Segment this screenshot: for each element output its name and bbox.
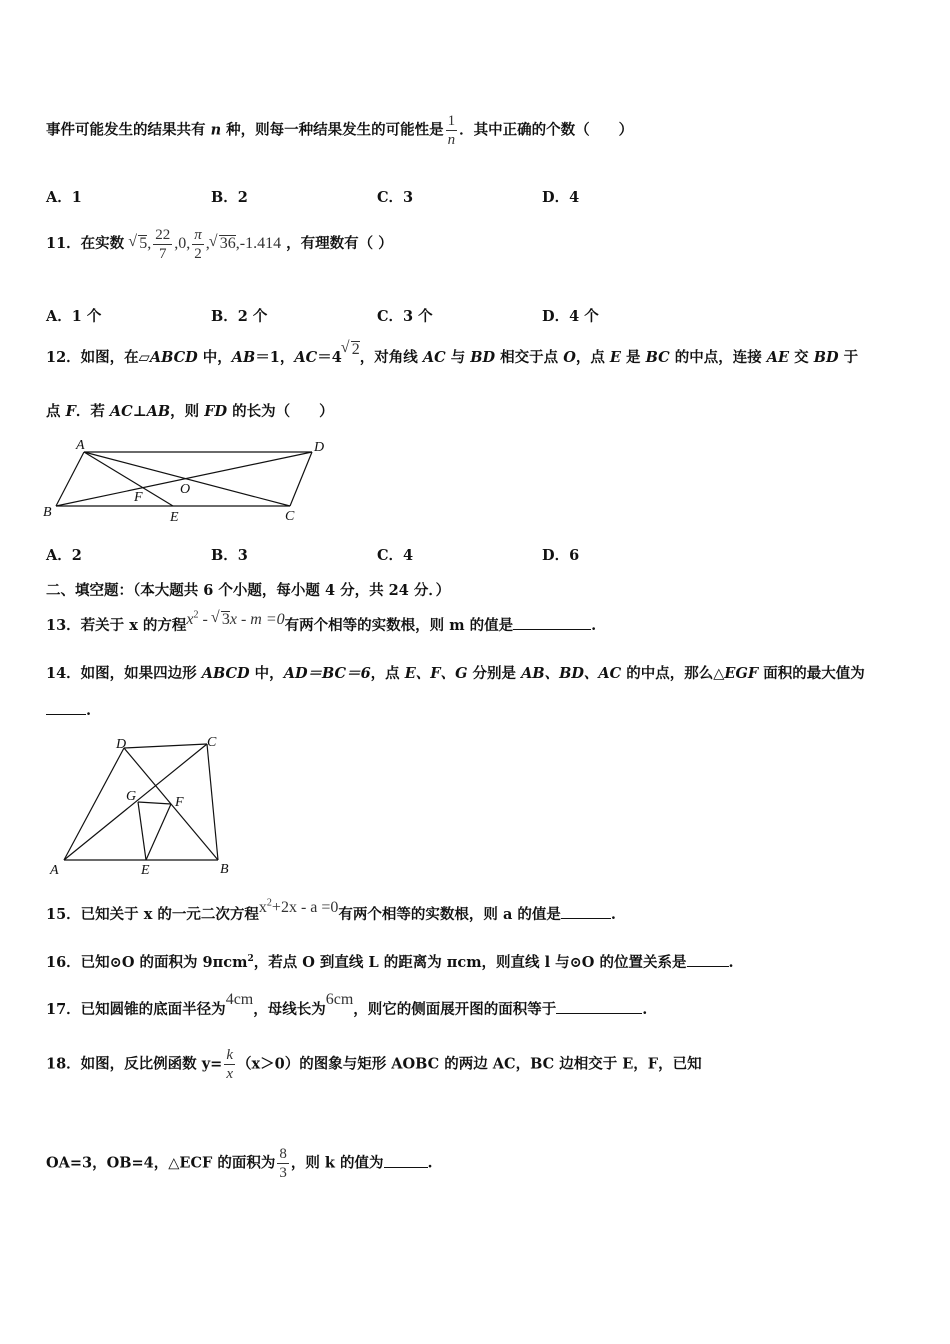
q11-tail: ,-1.414 (235, 235, 282, 253)
q14-t5: 的中点，那么△ (621, 665, 725, 682)
q12-ab-val: ＝1， (255, 349, 295, 366)
q18-text-b: （x＞0）的图象与矩形 AOBC 的两边 AC，BC 边相交于 E，F，已知 (236, 1055, 702, 1073)
q12-t2: 中， (197, 349, 232, 366)
q11-sqrt36: √ 36 (219, 235, 236, 252)
q16-text-b: ，若点 O 到直线 L 的距离为 πcm，则直线 l 与⊙O 的位置关系是 (253, 954, 687, 971)
q12-option-c[interactable]: C．4 (377, 547, 414, 564)
section-2-heading: 二、填空题：（本大题共 6 个小题，每小题 4 分，共 24 分．） (46, 582, 451, 599)
q15-text-b: 有两个相等的实数根，则 a 的值是 (338, 906, 561, 923)
q14-label-a: A (50, 863, 59, 878)
q12-bd2: BD (813, 349, 839, 366)
q13-end: . (591, 617, 597, 634)
q14-t4: 分别是 (467, 665, 522, 682)
q10-continuation (46, 112, 633, 149)
q12-line2 (46, 400, 334, 421)
q12-fd: FD (204, 403, 228, 420)
q12-cond: AC⊥AB (109, 403, 171, 420)
q18-text-d: ，则 k 的值为 (290, 1154, 384, 1172)
q14-t2: 中， (249, 665, 284, 682)
q13-answer-blank[interactable] (513, 617, 591, 630)
q12-label-a: A (76, 438, 85, 453)
q14-seg-fe (146, 804, 171, 860)
q16-sup: 2 (247, 954, 254, 965)
q14-end: . (86, 702, 92, 719)
q12-option-a[interactable]: A．2 (46, 547, 82, 564)
q11-question (46, 226, 393, 263)
q14-t6: 面积的最大值为 (758, 665, 865, 682)
q12-parallelogram-figure (40, 436, 340, 526)
q11-frac2-den: 2 (192, 244, 204, 263)
q12-t11: 点 (46, 403, 66, 420)
q12-f: F (65, 403, 76, 420)
q14-label-e: E (141, 863, 150, 878)
q10-text-c: ．其中正确的个数（ ） (459, 121, 634, 139)
q15-rest: +2x - a =0 (271, 899, 339, 916)
q14-abcd: ABCD (201, 665, 250, 682)
q12-t13: ，则 (170, 403, 205, 420)
q14-label-f: F (175, 795, 184, 810)
q12-edge-dc (290, 452, 312, 506)
q14-label-b: B (220, 862, 229, 877)
q18-k: k (226, 1047, 233, 1063)
q13-text-a: 13．若关于 x 的方程 (46, 617, 187, 634)
q11-frac1-num: 22 (155, 227, 171, 243)
q11-zero: ,0, (174, 235, 191, 253)
q12-t8: 的中点，连接 (669, 349, 767, 366)
q17-end: . (642, 1001, 648, 1018)
q12-label-c: C (285, 509, 295, 524)
q12-e: E (609, 349, 621, 366)
q12-t3: ，对角线 (359, 349, 423, 366)
q10-text-a: 事件可能发生的结果共有 (46, 121, 211, 139)
q10-n: n (210, 121, 222, 139)
q18-text-c: OA=3，OB=4，△ECF 的面积为 (46, 1154, 276, 1172)
q14-edge-dc (124, 744, 207, 748)
q15-x: x (258, 899, 267, 916)
q15-text-a: 15．已知关于 x 的一元二次方程 (46, 906, 259, 923)
q14-answer-blank[interactable] (46, 702, 86, 715)
q11-frac-pi-2 (192, 226, 204, 263)
q14-line2 (46, 702, 91, 719)
q14-t1: 14．如图，如果四边形 (46, 665, 202, 682)
q11-option-c[interactable]: C．3 个 (377, 308, 433, 325)
q12-bc: BC (645, 349, 670, 366)
q12-line1 (46, 341, 859, 367)
q17-slant: 6cm (325, 991, 354, 1008)
q12-t14: 的长为（ ） (227, 403, 334, 420)
q12-option-b[interactable]: B．3 (211, 547, 248, 564)
q10-option-a[interactable]: A．1 (46, 189, 82, 206)
q14-label-d: D (116, 737, 127, 752)
q12-diag-ac (84, 452, 290, 506)
q12-t5: 相交于点 (495, 349, 564, 366)
q16-end: . (728, 954, 734, 971)
q15-end: . (610, 906, 616, 923)
q17-text-b: ，母线长为 (253, 1001, 326, 1018)
q13-equation (186, 611, 284, 628)
q10-option-d[interactable]: D．4 (542, 189, 580, 206)
q13-x: x (186, 611, 194, 628)
q11-option-b[interactable]: B．2 个 (211, 308, 268, 325)
q10-fraction (446, 112, 458, 149)
q14-edge-cb (207, 744, 218, 860)
q10-text-b: 种，则每一种结果发生的可能性是 (221, 121, 444, 139)
q18-x: x (226, 1066, 233, 1082)
q18-frac-den: 3 (279, 1165, 287, 1181)
q10-option-c[interactable]: C．3 (377, 189, 414, 206)
q11-option-d[interactable]: D．4 个 (542, 308, 599, 325)
q11-frac-22-7 (153, 226, 172, 263)
q14-mids: AB、BD、AC (521, 665, 622, 682)
q12-option-d[interactable]: D．6 (542, 547, 580, 564)
q12-t12: ．若 (75, 403, 110, 420)
q18-frac-num: 8 (279, 1146, 287, 1162)
q12-bd: BD (470, 349, 496, 366)
q14-efg: E、F、G (404, 665, 468, 682)
q15-equation (259, 899, 338, 916)
q11-text-b: ，有理数有（ ） (286, 235, 393, 253)
q12-seg-ae (84, 452, 173, 506)
q14-edge-ad (64, 748, 124, 860)
q12-edge-ab (56, 452, 84, 506)
q11-frac2-num: π (194, 227, 202, 243)
q11-frac1-den: 7 (153, 244, 172, 263)
q14-quadrilateral-figure (44, 730, 244, 880)
q12-label-f: F (134, 490, 143, 505)
q12-t7: 是 (620, 349, 646, 366)
q18-fraction-k-x (224, 1046, 235, 1083)
q12-t9: 交 (789, 349, 814, 366)
q14-label-c: C (207, 735, 217, 750)
q17-text-c: ，则它的侧面展开图的面积等于 (353, 1001, 557, 1018)
q18-line1 (46, 1046, 702, 1083)
q11-sqrt5: √ 5 (138, 235, 147, 252)
q10-option-b[interactable]: B．2 (211, 189, 248, 206)
q14-egf: EGF (724, 665, 759, 682)
q15-question (46, 897, 616, 924)
q12-diag-bd (56, 452, 312, 506)
q10-frac-num: 1 (447, 113, 456, 129)
q13-sup: 2 (193, 609, 199, 621)
q12-ac-val: ＝4 (317, 349, 342, 366)
q18-line2 (46, 1145, 433, 1182)
q14-label-g: G (126, 789, 137, 804)
q18-end: . (427, 1154, 433, 1172)
q11-option-a[interactable]: A．1 个 (46, 308, 102, 325)
q13-text-b: 有两个相等的实数根，则 m 的值是 (284, 617, 514, 634)
q18-answer-blank[interactable] (384, 1155, 428, 1168)
q15-sup: 2 (266, 897, 272, 909)
q11-text-a: 11．在实数 (46, 235, 125, 253)
q12-ab: AB (231, 349, 256, 366)
q12-o: O (563, 349, 576, 366)
q11-numbers: √ 5, $\frac{22}{7}$ ,0, $\frac{\pi}{2}$ ,√ 36,-1.414 (129, 235, 281, 252)
q12-ac: AC (294, 349, 318, 366)
q17-radius: 4cm (225, 991, 254, 1008)
q17-answer-blank[interactable] (556, 1001, 642, 1014)
q12-label-o: O (180, 482, 191, 497)
q12-label-b: B (43, 505, 52, 520)
q17-question (46, 991, 648, 1019)
q13-sqrt3: √ 3 (221, 611, 230, 628)
q15-answer-blank[interactable] (561, 906, 611, 919)
q12-t6: ，点 (575, 349, 610, 366)
q18-fraction-8-3 (277, 1145, 289, 1182)
q17-text-a: 17．已知圆锥的底面半径为 (46, 1001, 226, 1018)
q13-question (46, 609, 597, 635)
q12-t10: 于 (838, 349, 859, 366)
q14-seg-gf (138, 802, 171, 804)
q10-frac-den: n (447, 132, 456, 148)
q12-label-d: D (314, 440, 325, 455)
q16-answer-blank[interactable] (687, 954, 729, 967)
q13-rest: x - m =0 (229, 611, 285, 628)
q12-ac2: AC (422, 349, 446, 366)
q12-label-e: E (170, 510, 179, 525)
q12-abcd: ABCD (149, 349, 198, 366)
q12-t1: 12．如图，在▱ (46, 349, 150, 366)
q14-t3: ，点 (370, 665, 405, 682)
q12-t4: 与 (445, 349, 471, 366)
q14-seg-ge (138, 802, 146, 860)
q13-minus: - (198, 611, 212, 628)
q16-text-a: 16．已知⊙O 的面积为 9πcm (46, 954, 248, 971)
q18-text-a: 18．如图，反比例函数 y= (46, 1055, 223, 1073)
q12-ae: AE (766, 349, 790, 366)
q16-question (46, 951, 734, 972)
q14-line1 (46, 662, 865, 683)
q12-sqrt2: √ 2 (351, 341, 360, 358)
q14-cond: AD＝BC＝6 (283, 665, 371, 682)
